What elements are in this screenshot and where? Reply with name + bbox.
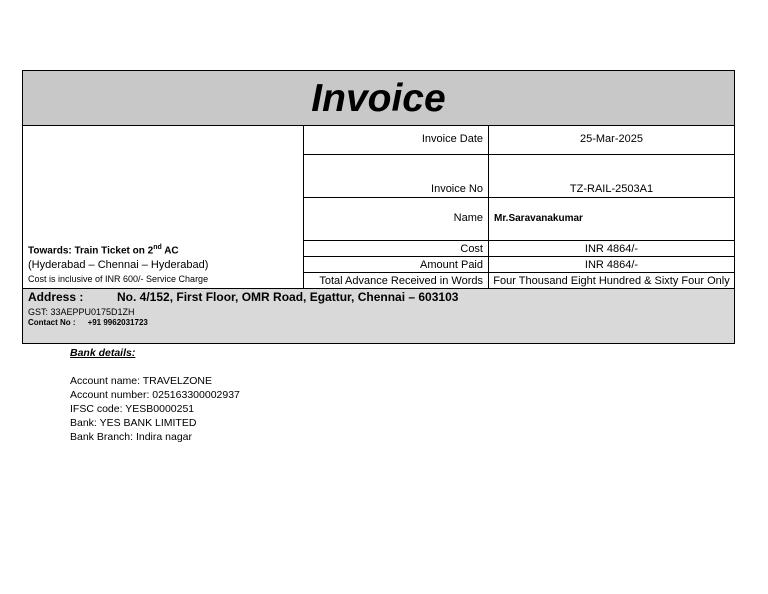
- bank-branch: Bank Branch: Indira nagar: [70, 431, 192, 443]
- invoice-title: Invoice: [311, 77, 446, 120]
- cost-row: [304, 241, 734, 257]
- cost-value: INR 4864/-: [584, 242, 639, 255]
- contact-label: Contact No :: [28, 318, 76, 327]
- name-row: [304, 198, 734, 241]
- invoice-date-label: Invoice Date: [304, 126, 489, 154]
- invoice-no-label: Invoice No: [304, 155, 489, 197]
- contact-value: +91 9962031723: [87, 318, 148, 327]
- amount-paid-row: [304, 257, 734, 273]
- service-charge-note: Cost is inclusive of INR 600/- Service Charge: [28, 274, 209, 285]
- cost-label: Cost: [304, 241, 489, 256]
- invoice-date-row: [304, 126, 734, 155]
- name-label: Name: [304, 198, 489, 240]
- towards-suffix: AC: [161, 245, 179, 257]
- amount-words-value: Four Thousand Eight Hundred & Sixty Four Only: [493, 274, 730, 287]
- account-number: Account number: 025163300002937: [70, 389, 240, 401]
- address-label: Address :: [28, 290, 84, 304]
- bank-details-title: Bank details:: [70, 347, 136, 359]
- name-value: Mr.Saravanakumar: [494, 212, 583, 224]
- gst-number: GST: 33AEPPU0175D1ZH: [28, 307, 135, 317]
- towards-prefix: Towards: Train Ticket on 2: [28, 245, 154, 257]
- towards-sup: nd: [153, 244, 162, 251]
- invoice-no-value: TZ-RAIL-2503A1: [569, 183, 654, 195]
- invoice-header: [23, 71, 734, 126]
- left-info-cell: [23, 126, 304, 288]
- towards-block: [28, 241, 208, 286]
- address-line: [28, 290, 729, 304]
- route-line: (Hyderabad – Chennai – Hyderabad): [28, 259, 209, 272]
- towards-line: [28, 241, 208, 258]
- bank-name: Bank: YES BANK LIMITED: [70, 417, 197, 429]
- account-name: Account name: TRAVELZONE: [70, 375, 213, 387]
- contact-line: [28, 318, 729, 327]
- amount-words-label: Total Advance Received in Words: [304, 273, 489, 288]
- ifsc-code: IFSC code: YESB0000251: [70, 403, 195, 415]
- address-value: No. 4/152, First Floor, OMR Road, Egattur, Chennai – 603103: [117, 290, 459, 304]
- amount-words-row: [304, 273, 734, 288]
- address-band: [23, 289, 734, 343]
- detail-rows: [304, 126, 734, 288]
- amount-paid-value: INR 4864/-: [584, 258, 639, 271]
- invoice-no-row: [304, 155, 734, 198]
- invoice-table: [22, 70, 735, 344]
- invoice-details: [23, 126, 734, 289]
- invoice-date-value: 25-Mar-2025: [580, 133, 643, 145]
- amount-paid-label: Amount Paid: [304, 257, 489, 272]
- bank-details: [70, 346, 240, 444]
